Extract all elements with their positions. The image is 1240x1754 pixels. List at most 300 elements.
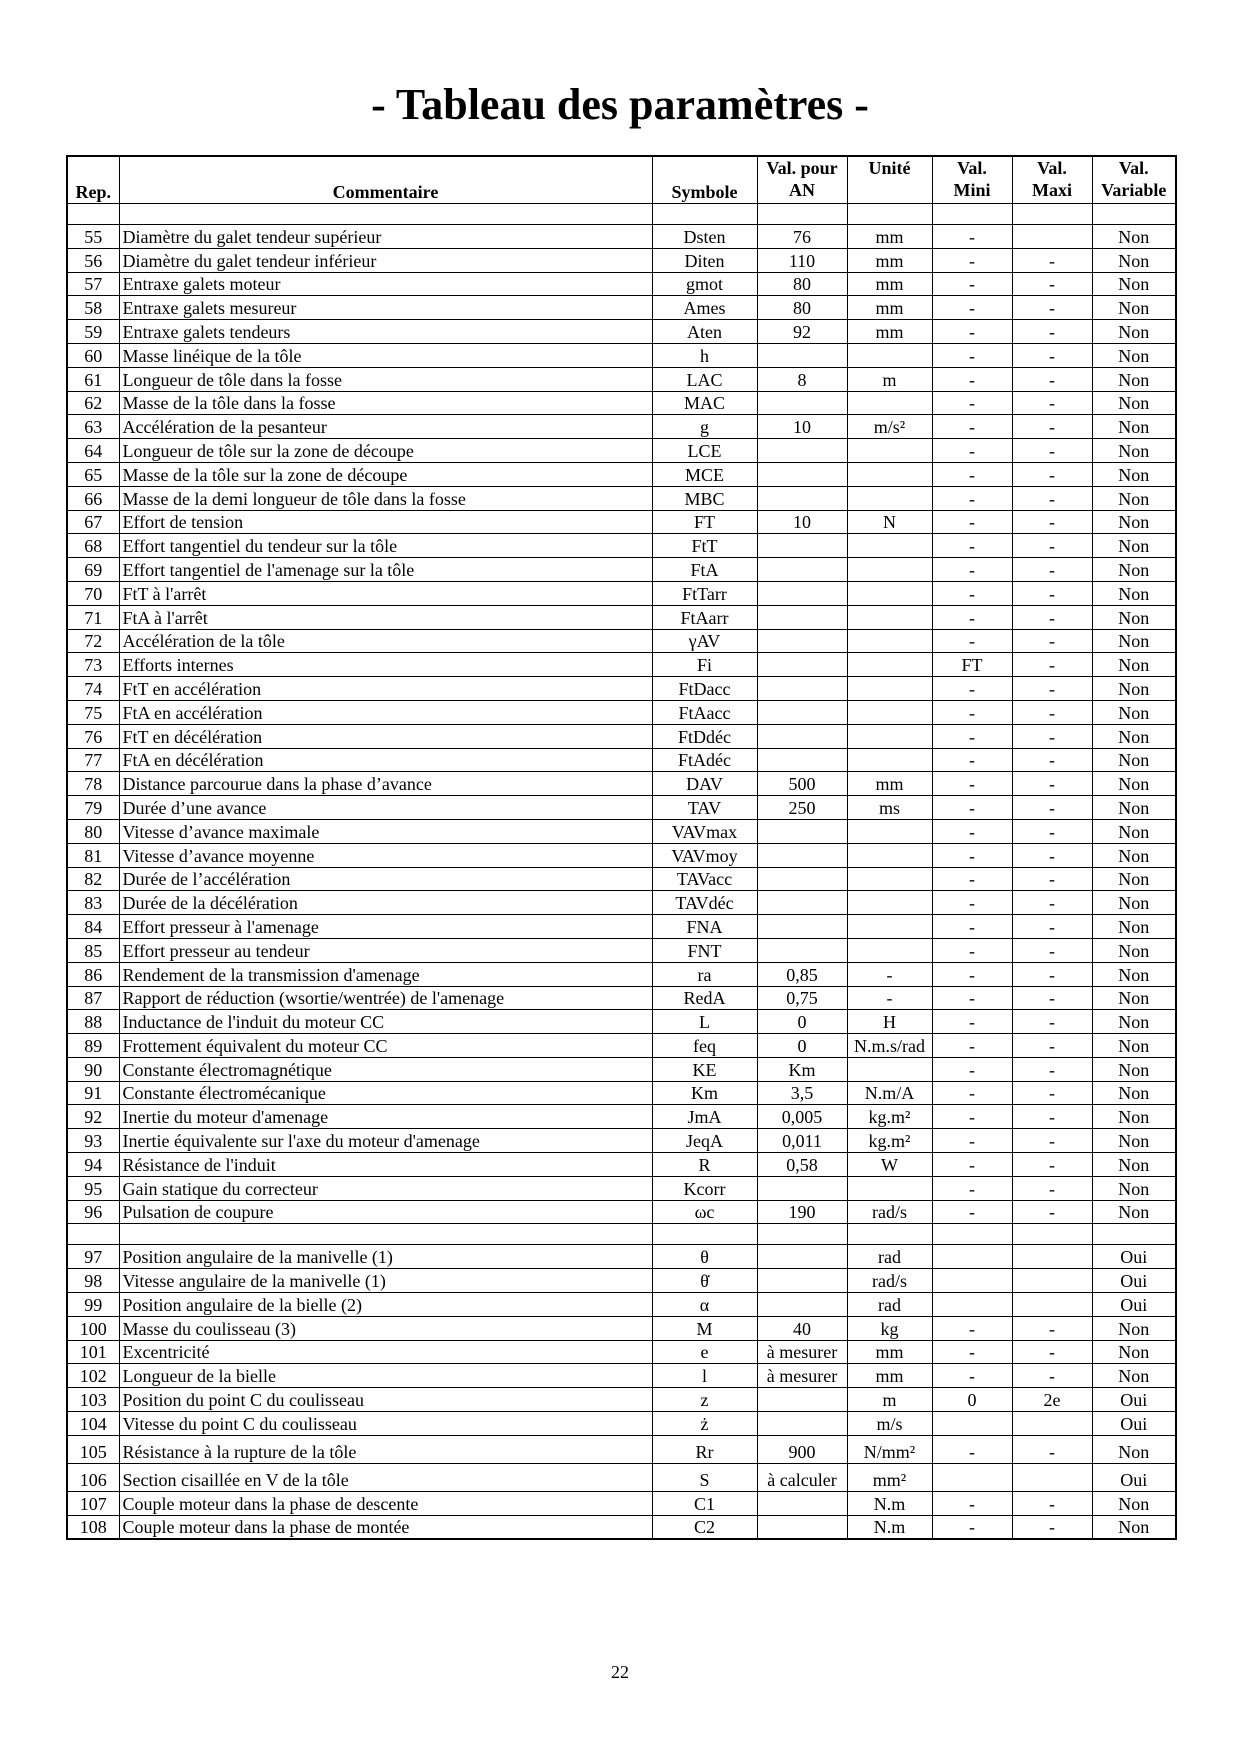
variable-cell: Oui xyxy=(1092,1463,1176,1491)
symbol-cell: MCE xyxy=(652,462,757,486)
empty-cell xyxy=(119,1224,652,1245)
comment-cell: Résistance de l'induit xyxy=(119,1153,652,1177)
table-row xyxy=(67,248,1176,272)
variable-cell: Non xyxy=(1092,320,1176,344)
comment-cell: Vitesse angulaire de la manivelle (1) xyxy=(119,1269,652,1293)
unit-cell xyxy=(847,439,932,463)
value-an-cell xyxy=(757,1491,847,1515)
symbol-cell: Fi xyxy=(652,653,757,677)
value-an-cell xyxy=(757,462,847,486)
max-cell: - xyxy=(1012,439,1092,463)
unit-cell xyxy=(847,819,932,843)
variable-cell: Non xyxy=(1092,700,1176,724)
value-an-cell: 500 xyxy=(757,772,847,796)
min-cell: - xyxy=(932,1081,1012,1105)
table-row xyxy=(67,391,1176,415)
min-cell: - xyxy=(932,343,1012,367)
min-cell: - xyxy=(932,1200,1012,1224)
page-number: 22 xyxy=(611,1662,629,1682)
value-an-cell xyxy=(757,605,847,629)
comment-cell: Diamètre du galet tendeur supérieur xyxy=(119,225,652,249)
empty-cell xyxy=(932,204,1012,225)
min-cell xyxy=(932,1463,1012,1491)
table-row xyxy=(67,462,1176,486)
table-row xyxy=(67,796,1176,820)
table-row xyxy=(67,819,1176,843)
min-cell: - xyxy=(932,248,1012,272)
min-cell: - xyxy=(932,1010,1012,1034)
table-row xyxy=(67,843,1176,867)
max-cell xyxy=(1012,225,1092,249)
table-row xyxy=(67,653,1176,677)
max-cell: - xyxy=(1012,415,1092,439)
value-an-cell xyxy=(757,700,847,724)
rep-cell: 80 xyxy=(67,819,119,843)
symbol-cell: JeqA xyxy=(652,1129,757,1153)
variable-cell: Non xyxy=(1092,796,1176,820)
rep-cell: 94 xyxy=(67,1153,119,1177)
comment-cell: Position du point C du coulisseau xyxy=(119,1388,652,1412)
comment-cell: Vitesse du point C du coulisseau xyxy=(119,1412,652,1436)
symbol-cell: R xyxy=(652,1153,757,1177)
rep-cell: 76 xyxy=(67,724,119,748)
comment-cell: Effort presseur à l'amenage xyxy=(119,915,652,939)
max-cell: - xyxy=(1012,748,1092,772)
table-row xyxy=(67,677,1176,701)
min-cell: - xyxy=(932,724,1012,748)
comment-cell: Durée de l’accélération xyxy=(119,867,652,891)
table-row xyxy=(67,891,1176,915)
unit-cell: mm xyxy=(847,772,932,796)
table-row xyxy=(67,1293,1176,1317)
max-cell: - xyxy=(1012,962,1092,986)
comment-cell: Entraxe galets tendeurs xyxy=(119,320,652,344)
symbol-cell: FT xyxy=(652,510,757,534)
min-cell: FT xyxy=(932,653,1012,677)
max-cell: - xyxy=(1012,867,1092,891)
rep-cell: 69 xyxy=(67,558,119,582)
table-row xyxy=(67,415,1176,439)
table-row xyxy=(67,439,1176,463)
header-variable xyxy=(1092,156,1176,204)
unit-cell xyxy=(847,748,932,772)
min-cell: - xyxy=(932,320,1012,344)
value-an-cell: 80 xyxy=(757,296,847,320)
comment-cell: FtT en accélération xyxy=(119,677,652,701)
value-an-cell: 0,58 xyxy=(757,1153,847,1177)
symbol-cell: Ames xyxy=(652,296,757,320)
rep-cell: 64 xyxy=(67,439,119,463)
variable-cell: Non xyxy=(1092,915,1176,939)
rep-cell: 75 xyxy=(67,700,119,724)
rep-cell: 90 xyxy=(67,1057,119,1081)
table-spacer-row xyxy=(67,1224,1176,1245)
value-an-cell xyxy=(757,343,847,367)
header-unite: Unité xyxy=(847,156,932,204)
rep-cell: 84 xyxy=(67,915,119,939)
value-an-cell: 3,5 xyxy=(757,1081,847,1105)
table-row xyxy=(67,605,1176,629)
symbol-cell: ż xyxy=(652,1412,757,1436)
table-row xyxy=(67,272,1176,296)
comment-cell: Durée de la décélération xyxy=(119,891,652,915)
empty-cell xyxy=(67,204,119,225)
max-cell: - xyxy=(1012,1515,1092,1539)
variable-cell: Oui xyxy=(1092,1388,1176,1412)
header-commentaire: Commentaire xyxy=(119,156,652,204)
symbol-cell: h xyxy=(652,343,757,367)
rep-cell: 77 xyxy=(67,748,119,772)
comment-cell: Couple moteur dans la phase de descente xyxy=(119,1491,652,1515)
unit-cell: rad/s xyxy=(847,1269,932,1293)
min-cell: - xyxy=(932,700,1012,724)
comment-cell: Effort tangentiel de l'amenage sur la tôle xyxy=(119,558,652,582)
unit-cell xyxy=(847,843,932,867)
rep-cell: 101 xyxy=(67,1340,119,1364)
variable-cell: Non xyxy=(1092,1200,1176,1224)
min-cell xyxy=(932,1269,1012,1293)
rep-cell: 96 xyxy=(67,1200,119,1224)
comment-cell: Masse de la demi longueur de tôle dans la fosse xyxy=(119,486,652,510)
comment-cell: Longueur de la bielle xyxy=(119,1364,652,1388)
comment-cell: Gain statique du correcteur xyxy=(119,1176,652,1200)
min-cell: - xyxy=(932,558,1012,582)
symbol-cell: TAV xyxy=(652,796,757,820)
rep-cell: 91 xyxy=(67,1081,119,1105)
value-an-cell xyxy=(757,867,847,891)
unit-cell: m/s xyxy=(847,1412,932,1436)
max-cell: - xyxy=(1012,1491,1092,1515)
table-row xyxy=(67,534,1176,558)
variable-cell: Non xyxy=(1092,867,1176,891)
variable-cell: Non xyxy=(1092,962,1176,986)
max-cell: - xyxy=(1012,1153,1092,1177)
variable-cell: Non xyxy=(1092,629,1176,653)
min-cell: 0 xyxy=(932,1388,1012,1412)
max-cell: - xyxy=(1012,581,1092,605)
symbol-cell: l xyxy=(652,1364,757,1388)
symbol-cell: ra xyxy=(652,962,757,986)
max-cell: - xyxy=(1012,462,1092,486)
table-row xyxy=(67,1010,1176,1034)
unit-cell xyxy=(847,605,932,629)
table-row xyxy=(67,1200,1176,1224)
comment-cell: Résistance à la rupture de la tôle xyxy=(119,1435,652,1463)
max-cell: - xyxy=(1012,629,1092,653)
rep-cell: 66 xyxy=(67,486,119,510)
symbol-cell: M xyxy=(652,1316,757,1340)
value-an-cell xyxy=(757,534,847,558)
value-an-cell xyxy=(757,1515,847,1539)
min-cell: - xyxy=(932,605,1012,629)
table-row xyxy=(67,1435,1176,1463)
variable-cell: Non xyxy=(1092,1081,1176,1105)
table-row xyxy=(67,1515,1176,1539)
rep-cell: 103 xyxy=(67,1388,119,1412)
max-cell: - xyxy=(1012,700,1092,724)
table-spacer-row xyxy=(67,204,1176,225)
max-cell: - xyxy=(1012,1364,1092,1388)
unit-cell: mm xyxy=(847,320,932,344)
comment-cell: Section cisaillée en V de la tôle xyxy=(119,1463,652,1491)
min-cell: - xyxy=(932,534,1012,558)
min-cell: - xyxy=(932,629,1012,653)
max-cell: - xyxy=(1012,772,1092,796)
variable-cell: Non xyxy=(1092,1034,1176,1058)
value-an-cell: 0,85 xyxy=(757,962,847,986)
unit-cell: ms xyxy=(847,796,932,820)
value-an-cell xyxy=(757,391,847,415)
unit-cell xyxy=(847,700,932,724)
symbol-cell: DAV xyxy=(652,772,757,796)
empty-cell xyxy=(1092,204,1176,225)
table-row xyxy=(67,1245,1176,1269)
variable-cell: Oui xyxy=(1092,1412,1176,1436)
unit-cell: - xyxy=(847,962,932,986)
max-cell: - xyxy=(1012,486,1092,510)
value-an-cell xyxy=(757,629,847,653)
variable-cell: Non xyxy=(1092,1491,1176,1515)
min-cell: - xyxy=(932,1034,1012,1058)
unit-cell: mm xyxy=(847,1364,932,1388)
table-row xyxy=(67,629,1176,653)
table-row xyxy=(67,510,1176,534)
unit-cell: N.m xyxy=(847,1515,932,1539)
unit-cell: m/s² xyxy=(847,415,932,439)
variable-cell: Non xyxy=(1092,724,1176,748)
symbol-cell: α xyxy=(652,1293,757,1317)
max-cell: - xyxy=(1012,391,1092,415)
value-an-cell: 900 xyxy=(757,1435,847,1463)
empty-cell xyxy=(847,1224,932,1245)
variable-cell: Non xyxy=(1092,1316,1176,1340)
symbol-cell: C2 xyxy=(652,1515,757,1539)
symbol-cell: FtT xyxy=(652,534,757,558)
empty-cell xyxy=(119,204,652,225)
header-mini xyxy=(932,156,1012,204)
comment-cell: Position angulaire de la manivelle (1) xyxy=(119,1245,652,1269)
symbol-cell: LAC xyxy=(652,367,757,391)
rep-cell: 97 xyxy=(67,1245,119,1269)
comment-cell: FtT en décélération xyxy=(119,724,652,748)
symbol-cell: FtAacc xyxy=(652,700,757,724)
unit-cell xyxy=(847,1057,932,1081)
symbol-cell: FtDdéc xyxy=(652,724,757,748)
table-row xyxy=(67,581,1176,605)
table-row xyxy=(67,1491,1176,1515)
unit-cell: N/mm² xyxy=(847,1435,932,1463)
symbol-cell: γAV xyxy=(652,629,757,653)
min-cell: - xyxy=(932,677,1012,701)
unit-cell: rad xyxy=(847,1245,932,1269)
empty-cell xyxy=(757,1224,847,1245)
comment-cell: Effort de tension xyxy=(119,510,652,534)
min-cell: - xyxy=(932,439,1012,463)
variable-cell: Non xyxy=(1092,415,1176,439)
variable-cell: Non xyxy=(1092,343,1176,367)
max-cell: - xyxy=(1012,1081,1092,1105)
value-an-cell: à mesurer xyxy=(757,1340,847,1364)
symbol-cell: RedA xyxy=(652,986,757,1010)
comment-cell: Constante électromécanique xyxy=(119,1081,652,1105)
max-cell: - xyxy=(1012,986,1092,1010)
unit-cell xyxy=(847,891,932,915)
symbol-cell: FNT xyxy=(652,938,757,962)
value-an-cell: 250 xyxy=(757,796,847,820)
unit-cell xyxy=(847,581,932,605)
rep-cell: 99 xyxy=(67,1293,119,1317)
variable-cell: Non xyxy=(1092,843,1176,867)
table-row xyxy=(67,343,1176,367)
unit-cell xyxy=(847,629,932,653)
rep-cell: 71 xyxy=(67,605,119,629)
table-row xyxy=(67,700,1176,724)
unit-cell: mm xyxy=(847,272,932,296)
header-mini-line1: Val. xyxy=(957,158,987,178)
min-cell: - xyxy=(932,891,1012,915)
unit-cell: kg xyxy=(847,1316,932,1340)
min-cell: - xyxy=(932,1515,1012,1539)
rep-cell: 58 xyxy=(67,296,119,320)
min-cell: - xyxy=(932,915,1012,939)
table-row xyxy=(67,962,1176,986)
empty-cell xyxy=(1092,1224,1176,1245)
comment-cell: Entraxe galets moteur xyxy=(119,272,652,296)
rep-cell: 82 xyxy=(67,867,119,891)
variable-cell: Non xyxy=(1092,558,1176,582)
max-cell: - xyxy=(1012,1200,1092,1224)
comment-cell: FtT à l'arrêt xyxy=(119,581,652,605)
rep-cell: 67 xyxy=(67,510,119,534)
min-cell: - xyxy=(932,843,1012,867)
min-cell: - xyxy=(932,486,1012,510)
unit-cell: rad xyxy=(847,1293,932,1317)
rep-cell: 70 xyxy=(67,581,119,605)
min-cell: - xyxy=(932,1153,1012,1177)
max-cell: - xyxy=(1012,819,1092,843)
min-cell: - xyxy=(932,510,1012,534)
rep-cell: 56 xyxy=(67,248,119,272)
unit-cell: mm² xyxy=(847,1463,932,1491)
variable-cell: Non xyxy=(1092,677,1176,701)
variable-cell: Non xyxy=(1092,225,1176,249)
unit-cell xyxy=(847,724,932,748)
min-cell: - xyxy=(932,296,1012,320)
comment-cell: Efforts internes xyxy=(119,653,652,677)
rep-cell: 87 xyxy=(67,986,119,1010)
max-cell xyxy=(1012,1245,1092,1269)
comment-cell: FtA à l'arrêt xyxy=(119,605,652,629)
symbol-cell: z xyxy=(652,1388,757,1412)
unit-cell: m xyxy=(847,367,932,391)
table-row xyxy=(67,558,1176,582)
min-cell: - xyxy=(932,1364,1012,1388)
value-an-cell: 0 xyxy=(757,1034,847,1058)
symbol-cell: θ xyxy=(652,1245,757,1269)
symbol-cell: L xyxy=(652,1010,757,1034)
table-row xyxy=(67,1316,1176,1340)
unit-cell: rad/s xyxy=(847,1200,932,1224)
empty-cell xyxy=(1012,1224,1092,1245)
header-mini-line2: Mini xyxy=(953,180,991,200)
max-cell: 2e xyxy=(1012,1388,1092,1412)
comment-cell: Masse de la tôle dans la fosse xyxy=(119,391,652,415)
header-symbole: Symbole xyxy=(652,156,757,204)
rep-cell: 89 xyxy=(67,1034,119,1058)
rep-cell: 108 xyxy=(67,1515,119,1539)
max-cell: - xyxy=(1012,534,1092,558)
table-header-row xyxy=(67,156,1176,204)
table-row xyxy=(67,1463,1176,1491)
symbol-cell: g xyxy=(652,415,757,439)
max-cell: - xyxy=(1012,843,1092,867)
max-cell: - xyxy=(1012,558,1092,582)
table-row xyxy=(67,867,1176,891)
variable-cell: Non xyxy=(1092,272,1176,296)
rep-cell: 83 xyxy=(67,891,119,915)
table-row xyxy=(67,1176,1176,1200)
empty-cell xyxy=(932,1224,1012,1245)
max-cell: - xyxy=(1012,1034,1092,1058)
variable-cell: Non xyxy=(1092,462,1176,486)
empty-cell xyxy=(67,1224,119,1245)
variable-cell: Non xyxy=(1092,653,1176,677)
parameters-table xyxy=(66,155,1177,1540)
rep-cell: 86 xyxy=(67,962,119,986)
value-an-cell: 0,005 xyxy=(757,1105,847,1129)
unit-cell: N.m/A xyxy=(847,1081,932,1105)
rep-cell: 107 xyxy=(67,1491,119,1515)
max-cell: - xyxy=(1012,1010,1092,1034)
table-row xyxy=(67,724,1176,748)
min-cell: - xyxy=(932,1491,1012,1515)
table-row xyxy=(67,1412,1176,1436)
max-cell: - xyxy=(1012,510,1092,534)
max-cell: - xyxy=(1012,605,1092,629)
rep-cell: 85 xyxy=(67,938,119,962)
max-cell: - xyxy=(1012,367,1092,391)
min-cell: - xyxy=(932,272,1012,296)
value-an-cell xyxy=(757,1388,847,1412)
header-val-an xyxy=(757,156,847,204)
variable-cell: Non xyxy=(1092,891,1176,915)
comment-cell: Distance parcourue dans la phase d’avance xyxy=(119,772,652,796)
table-row xyxy=(67,938,1176,962)
value-an-cell xyxy=(757,653,847,677)
min-cell: - xyxy=(932,748,1012,772)
unit-cell: kg.m² xyxy=(847,1105,932,1129)
rep-cell: 68 xyxy=(67,534,119,558)
rep-cell: 81 xyxy=(67,843,119,867)
min-cell: - xyxy=(932,986,1012,1010)
unit-cell xyxy=(847,486,932,510)
variable-cell: Non xyxy=(1092,391,1176,415)
header-variable-line2: Variable xyxy=(1101,180,1167,200)
symbol-cell: Kcorr xyxy=(652,1176,757,1200)
symbol-cell: Aten xyxy=(652,320,757,344)
max-cell: - xyxy=(1012,938,1092,962)
variable-cell: Non xyxy=(1092,486,1176,510)
value-an-cell: 10 xyxy=(757,415,847,439)
value-an-cell: 190 xyxy=(757,1200,847,1224)
symbol-cell: FNA xyxy=(652,915,757,939)
unit-cell xyxy=(847,462,932,486)
value-an-cell: 0 xyxy=(757,1010,847,1034)
variable-cell: Oui xyxy=(1092,1245,1176,1269)
table-body xyxy=(67,204,1176,1540)
symbol-cell: VAVmoy xyxy=(652,843,757,867)
table-row xyxy=(67,1105,1176,1129)
